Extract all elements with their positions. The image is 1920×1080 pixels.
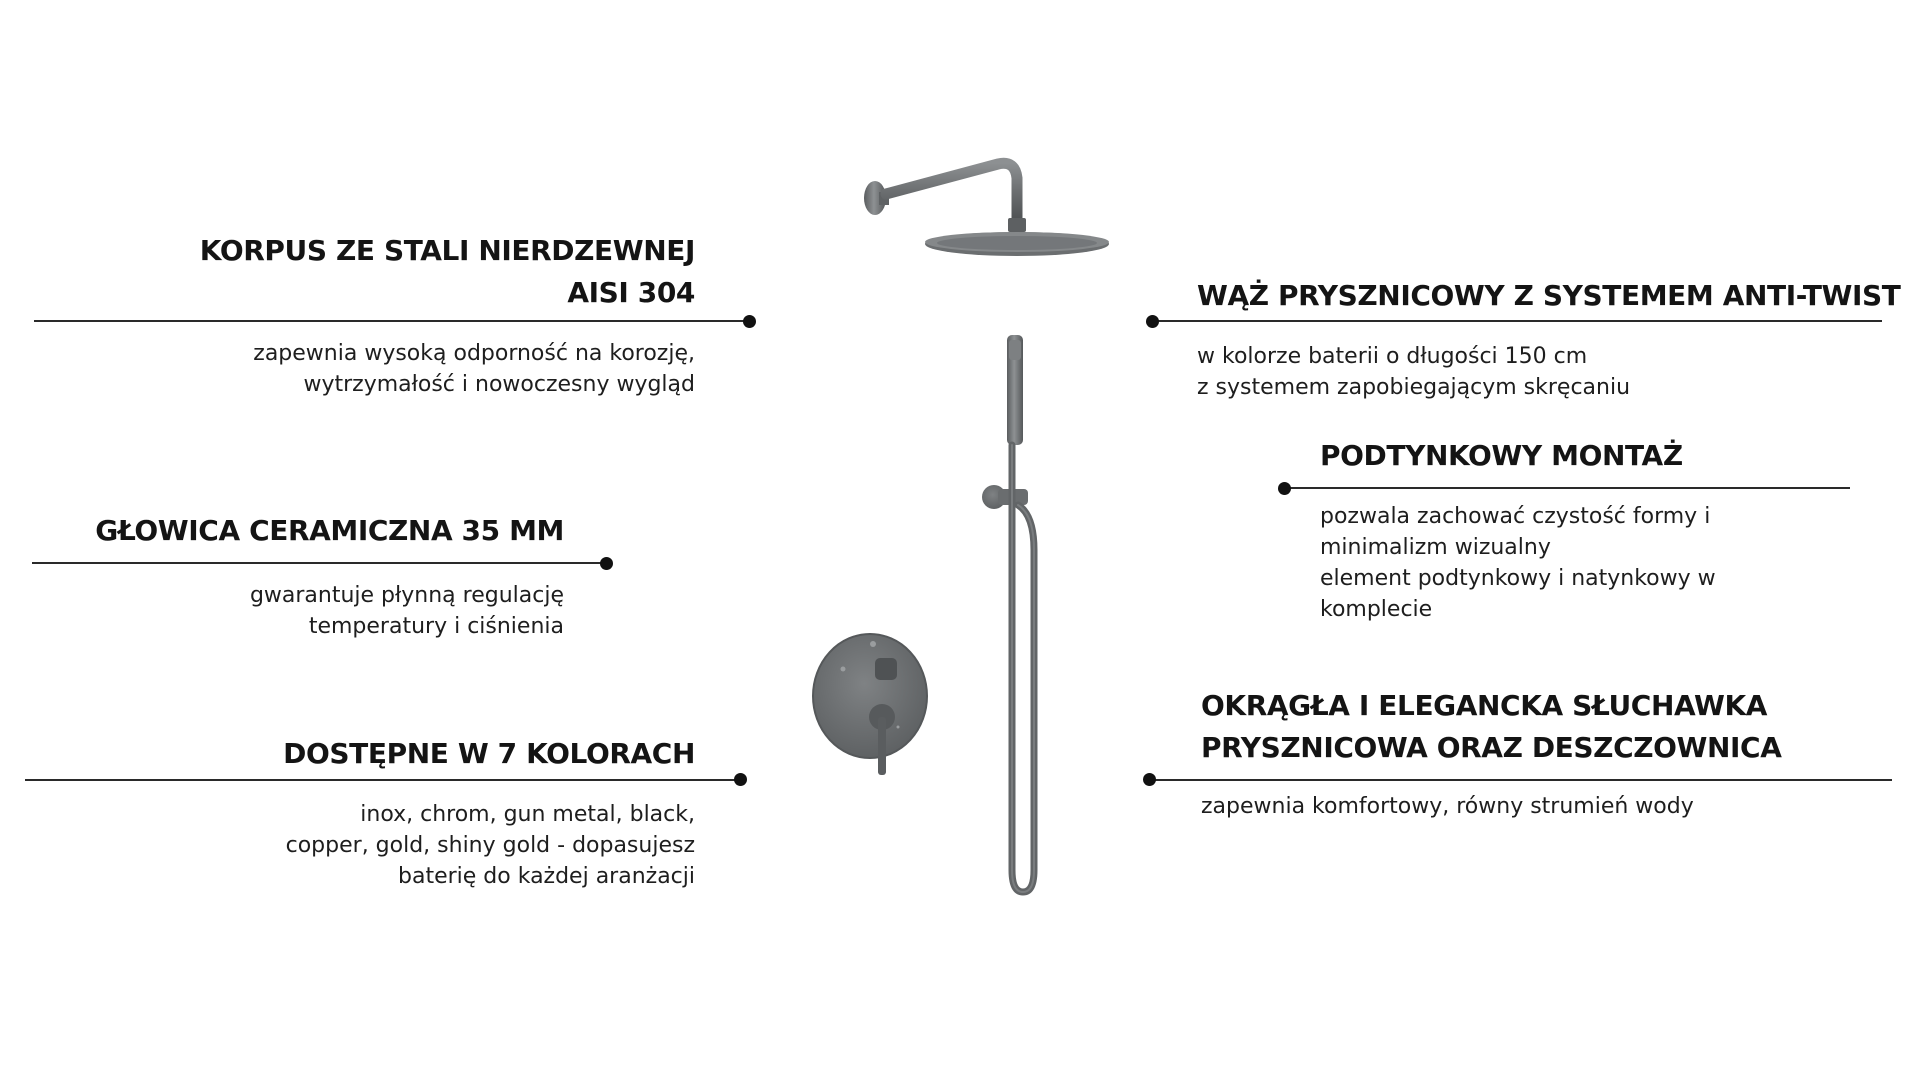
- feature-description: [1197, 341, 1901, 403]
- feature-ceramic-cartridge: [95, 510, 564, 642]
- feature-stainless-body: [200, 230, 695, 400]
- title-line: DOSTĘPNE W 7 KOLORACH: [283, 737, 695, 770]
- desc-line: minimalizm wizualny: [1320, 535, 1551, 560]
- divider-line: [32, 562, 607, 564]
- feature-title: [200, 230, 695, 314]
- feature-description: [1320, 501, 1716, 625]
- feature-concealed-mounting: [1320, 435, 1716, 625]
- title-line: GŁOWICA CERAMICZNA 35 MM: [95, 514, 564, 547]
- divider-line: [34, 320, 749, 322]
- feature-colors: [283, 733, 695, 892]
- shower-arm: [864, 163, 1026, 232]
- desc-line: gwarantuje płynną regulację: [249, 583, 564, 608]
- bullet-dot: [1146, 315, 1159, 328]
- feature-title: [283, 733, 695, 775]
- divider-line: [1152, 320, 1882, 322]
- desc-line: pozwala zachować czystość formy i: [1320, 504, 1711, 529]
- desc-line: wytrzymałość i nowoczesny wygląd: [303, 372, 695, 397]
- desc-line: zapewnia wysoką odporność na korozję,: [253, 341, 695, 366]
- desc-line: komplecie: [1320, 597, 1433, 622]
- desc-line: w kolorze baterii o długości 150 cm: [1197, 344, 1588, 369]
- feature-description: [1201, 791, 1781, 822]
- feature-hose: [1197, 275, 1901, 403]
- desc-line: element podtynkowy i natynkowy w: [1320, 566, 1716, 591]
- shower-set-icon: [800, 150, 1140, 910]
- desc-line: z systemem zapobiegającym skręcaniu: [1197, 375, 1631, 400]
- title-line: AISI 304: [567, 276, 695, 309]
- desc-line: baterię do każdej aranżacji: [398, 864, 695, 889]
- divider-line: [25, 779, 740, 781]
- bullet-dot: [1278, 482, 1291, 495]
- rain-shower-head: [925, 232, 1109, 256]
- feature-title: [95, 510, 564, 552]
- feature-title: [1201, 685, 1781, 769]
- bullet-dot: [743, 315, 756, 328]
- feature-description: [200, 338, 695, 400]
- title-line: OKRĄGŁA I ELEGANCKA SŁUCHAWKA: [1201, 689, 1768, 722]
- title-line: WĄŻ PRYSZNICOWY Z SYSTEMEM ANTI-TWIST: [1197, 279, 1901, 312]
- feature-round-heads: [1201, 685, 1781, 822]
- feature-title: [1320, 435, 1716, 477]
- shower-hose: [1012, 445, 1034, 892]
- bullet-dot: [1143, 773, 1156, 786]
- desc-line: temperatury i ciśnienia: [308, 614, 564, 639]
- bullet-dot: [600, 557, 613, 570]
- bullet-dot: [734, 773, 747, 786]
- title-line: PODTYNKOWY MONTAŻ: [1320, 439, 1683, 472]
- mixer-valve: [813, 634, 927, 775]
- feature-description: [283, 799, 695, 892]
- title-line: KORPUS ZE STALI NIERDZEWNEJ: [199, 234, 695, 267]
- divider-line: [1152, 779, 1892, 781]
- hand-shower: [1007, 335, 1023, 445]
- feature-title: [1197, 275, 1901, 317]
- title-line: PRYSZNICOWA ORAZ DESZCZOWNICA: [1201, 731, 1782, 764]
- feature-description: [95, 580, 564, 642]
- desc-line: copper, gold, shiny gold - dopasujesz: [285, 833, 695, 858]
- divider-line: [1285, 487, 1850, 489]
- desc-line: zapewnia komfortowy, równy strumień wody: [1201, 794, 1694, 819]
- desc-line: inox, chrom, gun metal, black,: [360, 802, 695, 827]
